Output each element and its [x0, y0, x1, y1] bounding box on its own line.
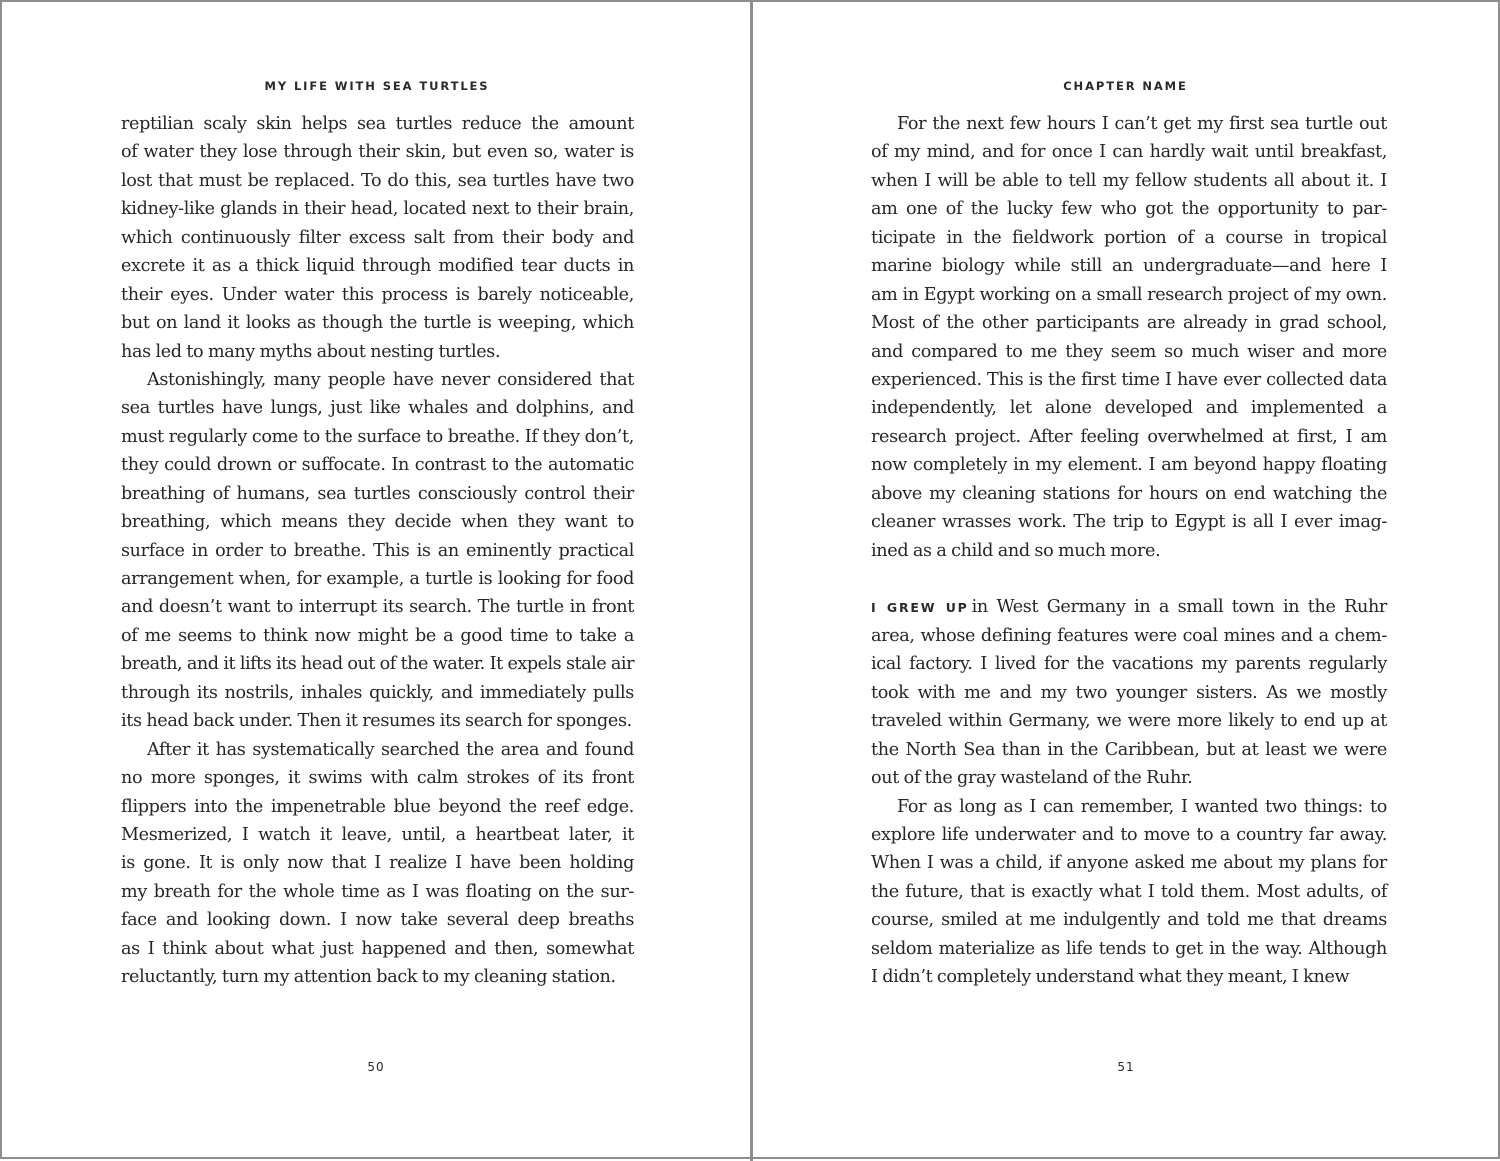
text-line: traveled within Germany, we were more likely to end up at [871, 711, 1387, 732]
text-line: and doesn’t want to interrupt its search. The turtle in front [121, 597, 634, 618]
paragraph [121, 366, 634, 736]
left-page-body-text [121, 110, 634, 992]
text-line: through its nostrils, inhales quickly, and immediately pulls [121, 682, 634, 703]
text-line: breathing of humans, sea turtles consciously control their [121, 483, 634, 504]
text-line: course, smiled at me indulgently and told me that dreams [871, 910, 1387, 931]
text-line: explore life underwater and to move to a country far away. [871, 824, 1387, 845]
text-line: am in Egypt working on a small research project of my own. [871, 284, 1387, 305]
text-line: face and looking down. I now take several deep breaths [121, 910, 634, 931]
text-line: its head back under. Then it resumes its search for sponges. [121, 711, 632, 732]
text-line: as I think about what just happened and then, somewhat [121, 938, 634, 959]
text-line: For the next few hours I can’t get my first sea turtle out [897, 114, 1387, 134]
text-line: out of the gray wasteland of the Ruhr. [871, 768, 1193, 789]
running-head-book-title: MY LIFE WITH SEA TURTLES [264, 79, 490, 93]
text-line: flippers into the impenetrable blue beyond the reef edge. [121, 796, 634, 817]
text-line: of water they lose through their skin, but even so, water is [121, 142, 634, 163]
text-line: reptilian scaly skin helps sea turtles reduce the amount [121, 114, 634, 134]
text-line: the future, that is exactly what I told them. Most adults, of [871, 881, 1387, 902]
text-line: research project. After feeling overwhelmed at first, I am [871, 426, 1387, 447]
text-line: no more sponges, it swims with calm strokes of its front [121, 768, 634, 789]
text-line: Astonishingly, many people have never considered that [147, 369, 634, 390]
text-line: When I was a child, if anyone asked me about my plans for [871, 853, 1387, 874]
text-line: took with me and my two younger sisters. As we mostly [871, 682, 1387, 703]
text-line: seldom materialize as life tends to get in the way. Although [871, 938, 1387, 959]
text-line: After it has systematically searched the area and found [147, 739, 634, 760]
text-line: must regularly come to the surface to breathe. If they don’t, [121, 426, 634, 447]
text-line: breathing, which means they decide when they want to [121, 512, 634, 533]
left-page [2, 2, 750, 1161]
text-line: am one of the lucky few who got the opportunity to par- [871, 199, 1387, 220]
page-number-left: 50 [367, 1060, 385, 1074]
text-line: ical factory. I lived for the vacations my parents regularly [871, 654, 1387, 675]
text-line: Mesmerized, I watch it leave, until, a heartbeat later, it [121, 824, 634, 845]
text-line: Most of the other participants are already in grad school, [871, 313, 1387, 334]
text-line: ined as a child and so much more. [871, 540, 1161, 561]
running-head-chapter-name: CHAPTER NAME [1063, 79, 1188, 93]
text-line: the North Sea than in the Caribbean, but at least we were [871, 739, 1387, 760]
text-line-content: in West Germany in a small town in the Ruhr [971, 597, 1387, 618]
text-line: sea turtles have lungs, just like whales and dolphins, and [121, 398, 634, 419]
text-line: reluctantly, turn my attention back to my cleaning station. [121, 967, 616, 988]
paragraph [121, 110, 634, 366]
text-line [871, 593, 1387, 621]
text-line: my breath for the whole time as I was floating on the sur- [121, 881, 634, 902]
text-line: independently, let alone developed and implemented a [871, 398, 1387, 419]
text-line: their eyes. Under water this process is barely noticeable, [121, 284, 634, 305]
text-line: they could drown or suffocate. In contrast to the automatic [121, 455, 634, 476]
text-line: surface in order to breathe. This is an eminently practical [121, 540, 634, 561]
text-line: but on land it looks as though the turtle is weeping, which [121, 313, 634, 334]
text-line: of my mind, and for once I can hardly wait until breakfast, [871, 142, 1387, 163]
text-line: marine biology while still an undergraduate—and here I [871, 256, 1387, 277]
text-line: I didn’t completely understand what they meant, I knew [871, 967, 1350, 988]
text-line: arrangement when, for example, a turtle is looking for food [121, 569, 634, 589]
text-line: when I will be able to tell my fellow students all about it. I [871, 170, 1387, 191]
right-page-body-text [871, 110, 1387, 992]
right-page [753, 2, 1500, 1161]
paragraph [121, 736, 634, 992]
text-line: has led to many myths about nesting turtles. [121, 341, 501, 362]
text-line: of me seems to think now might be a good time to take a [121, 625, 634, 646]
text-line: and compared to me they seem so much wiser and more [871, 341, 1387, 362]
text-line: For as long as I can remember, I wanted two things: to [897, 796, 1387, 817]
text-line: experienced. This is the first time I have ever collected data [871, 369, 1387, 390]
text-line: breath, and it lifts its head out of the water. It expels stale air [121, 654, 634, 675]
text-line: which continuously filter excess salt from their body and [121, 227, 634, 248]
section-lead-in: I GREW UP [871, 600, 969, 616]
paragraph [871, 110, 1387, 565]
text-line: is gone. It is only now that I realize I have been holding [121, 853, 634, 874]
text-line: kidney-like glands in their head, located next to their brain, [121, 199, 634, 220]
section-break-space [871, 565, 1387, 593]
paragraph [871, 593, 1387, 792]
text-line: cleaner wrasses work. The trip to Egypt is all I ever imag- [871, 512, 1387, 533]
text-line: above my cleaning stations for hours on end watching the [871, 483, 1387, 504]
text-line: excrete it as a thick liquid through modified tear ducts in [121, 256, 634, 277]
text-line: now completely in my element. I am beyond happy floating [871, 455, 1387, 476]
page-number-right: 51 [1117, 1060, 1135, 1074]
text-line: area, whose defining features were coal mines and a chem- [871, 625, 1387, 646]
text-line: lost that must be replaced. To do this, sea turtles have two [121, 170, 634, 191]
text-line: ticipate in the fieldwork portion of a course in tropical [871, 227, 1387, 248]
paragraph [871, 793, 1387, 992]
